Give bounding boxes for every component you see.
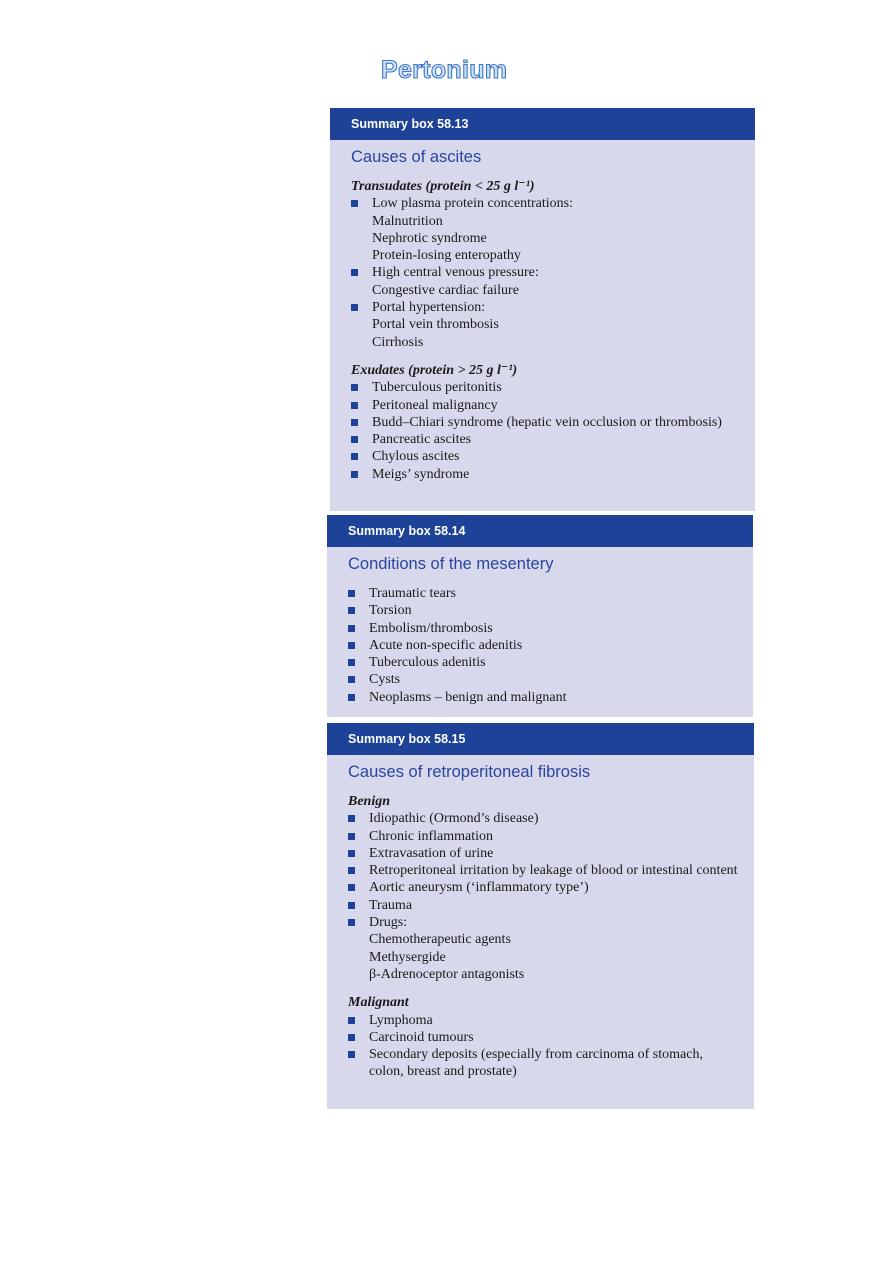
square-bullet-icon (348, 676, 355, 683)
list-item-text: Torsion (369, 603, 412, 619)
list-item (327, 1046, 754, 1081)
list-item-text: Tuberculous peritonitis (372, 380, 502, 396)
list-item (327, 654, 753, 671)
box-body (330, 178, 755, 483)
list-item-text: Portal hypertension: (372, 300, 486, 316)
list-item-text: Cysts (369, 672, 401, 688)
list-item (330, 379, 755, 396)
box-header: Summary box 58.14 (327, 515, 753, 547)
page-title: Pertonium (381, 56, 508, 84)
bullet-list (327, 810, 754, 983)
sub-item: Malnutrition (372, 213, 443, 229)
square-bullet-icon (348, 1017, 355, 1024)
square-bullet-icon (351, 471, 358, 478)
list-item (327, 879, 754, 896)
sub-item: β-Adrenoceptor antagonists (369, 966, 525, 982)
list-item (330, 299, 755, 316)
list-item-text: Meigs’ syndrome (372, 466, 470, 482)
list-item (330, 414, 755, 431)
list-item-text: Idiopathic (Ormond’s disease) (369, 811, 539, 827)
list-item (327, 602, 753, 619)
list-item-text: Neoplasms – benign and malignant (369, 689, 567, 705)
square-bullet-icon (351, 200, 358, 207)
list-item-text: Embolism/thrombosis (369, 620, 493, 636)
square-bullet-icon (348, 659, 355, 666)
list-item (327, 914, 754, 931)
square-bullet-icon (348, 815, 355, 822)
section-heading: Exudates (protein > 25 g l⁻¹) (351, 362, 518, 378)
box-header: Summary box 58.13 (330, 108, 755, 140)
square-bullet-icon (348, 850, 355, 857)
list-item (330, 448, 755, 465)
square-bullet-icon (348, 642, 355, 649)
bullet-list (327, 585, 753, 706)
list-item (327, 671, 753, 688)
box-header: Summary box 58.15 (327, 723, 754, 755)
square-bullet-icon (348, 833, 355, 840)
sub-item: Congestive cardiac failure (372, 282, 519, 298)
section-heading: Transudates (protein < 25 g l⁻¹) (351, 179, 535, 194)
sub-item: Nephrotic syndrome (372, 230, 487, 246)
square-bullet-icon (351, 436, 358, 443)
list-item (330, 431, 755, 448)
summary-box-mesentery (327, 515, 753, 717)
sub-item: Chemotherapeutic agents (369, 932, 511, 948)
box-title: Causes of retroperitoneal fibrosis (348, 763, 591, 781)
list-item (327, 637, 753, 654)
list-item (327, 862, 754, 879)
list-item (330, 264, 755, 281)
list-item-text: Peritoneal malignancy (372, 397, 498, 413)
list-item-text: Secondary deposits (especially from carcinoma of stomach, colon, breast and prostate) (369, 1047, 703, 1080)
square-bullet-icon (351, 384, 358, 391)
sub-item: Protein-losing enteropathy (372, 248, 521, 264)
square-bullet-icon (348, 625, 355, 632)
list-item-text: Chylous ascites (372, 449, 460, 465)
list-item (330, 466, 755, 483)
sub-item: Cirrhosis (372, 334, 424, 350)
section-gap (327, 983, 754, 994)
list-item-text: Lymphoma (369, 1012, 433, 1028)
list-item (327, 897, 754, 914)
list-item-text: Budd–Chiari syndrome (hepatic vein occlusion or thrombosis) (372, 414, 722, 430)
list-item-text: Retroperitoneal irritation by leakage of blood or intestinal content (369, 863, 738, 879)
square-bullet-icon (351, 419, 358, 426)
list-item-text: Drugs: (369, 915, 408, 931)
square-bullet-icon (348, 607, 355, 614)
square-bullet-icon (348, 590, 355, 597)
list-item-text: Trauma (369, 897, 413, 913)
list-item-text: Carcinoid tumours (369, 1029, 474, 1045)
list-item (327, 1029, 754, 1046)
box-title: Causes of ascites (351, 148, 482, 166)
square-bullet-icon (348, 694, 355, 701)
square-bullet-icon (348, 919, 355, 926)
summary-box-ascites (330, 108, 755, 511)
sub-item: Methysergide (369, 949, 446, 965)
list-item (327, 620, 753, 637)
square-bullet-icon (348, 1034, 355, 1041)
box-body (327, 585, 753, 706)
square-bullet-icon (348, 884, 355, 891)
list-item (327, 689, 753, 706)
square-bullet-icon (351, 453, 358, 460)
sub-item: Portal vein thrombosis (372, 317, 499, 333)
list-item-text: Extravasation of urine (369, 845, 494, 861)
list-item (327, 585, 753, 602)
square-bullet-icon (351, 402, 358, 409)
list-item (327, 845, 754, 862)
list-item-text: Low plasma protein concentrations: (372, 196, 573, 212)
list-item (327, 1012, 754, 1029)
section-heading: Benign (348, 794, 391, 809)
bullet-list (327, 1012, 754, 1081)
section-heading: Malignant (348, 995, 409, 1011)
square-bullet-icon (348, 902, 355, 909)
list-item-text: Tuberculous adenitis (369, 655, 486, 671)
list-item-text: Aortic aneurysm (‘inflammatory type’) (369, 880, 589, 896)
list-item (330, 397, 755, 414)
section-gap (330, 351, 755, 362)
list-item (327, 810, 754, 827)
square-bullet-icon (348, 867, 355, 874)
list-item (330, 195, 755, 212)
square-bullet-icon (348, 1051, 355, 1058)
box-body (327, 793, 754, 1081)
list-item-text: High central venous pressure: (372, 265, 539, 281)
summary-box-retroperitoneal-fibrosis (327, 723, 754, 1109)
bullet-list (330, 379, 755, 483)
square-bullet-icon (351, 304, 358, 311)
list-item (327, 828, 754, 845)
list-item-text: Traumatic tears (369, 586, 456, 601)
list-item-text: Pancreatic ascites (372, 432, 472, 448)
box-title: Conditions of the mesentery (348, 555, 554, 573)
bullet-list (330, 195, 755, 351)
list-item-text: Chronic inflammation (369, 828, 494, 844)
square-bullet-icon (351, 269, 358, 276)
list-item-text: Acute non-specific adenitis (369, 637, 523, 653)
